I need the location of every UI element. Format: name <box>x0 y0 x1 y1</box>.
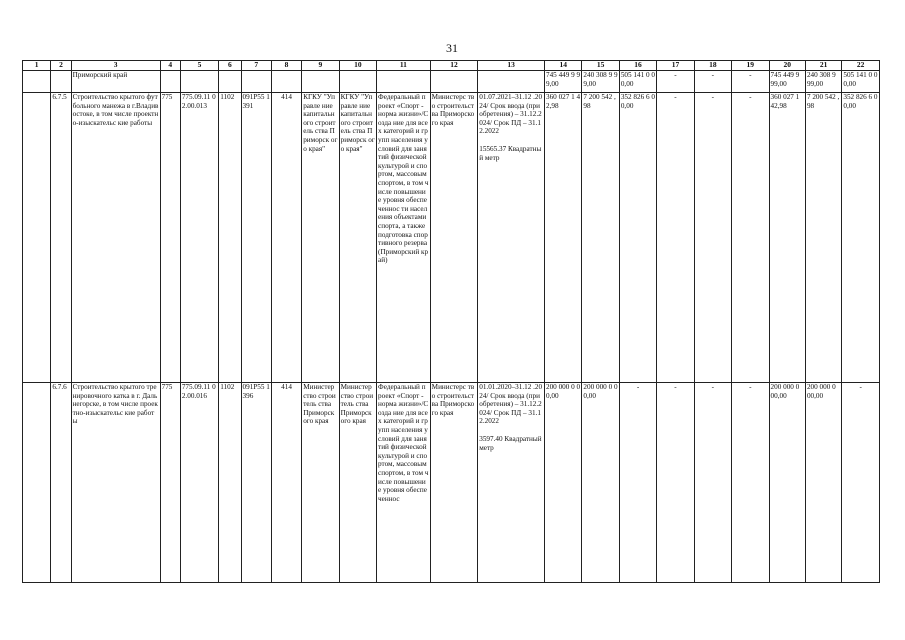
amount-cell: 200 000 0 00,00 <box>582 383 619 583</box>
cell-c8: 414 <box>271 383 301 583</box>
amount-cell: 352 826 6 00,00 <box>842 93 880 383</box>
amount-cell: - <box>732 383 769 583</box>
program-table <box>22 60 880 583</box>
amount-cell: 745 449 9 99,00 <box>769 71 805 93</box>
col-header: 6 <box>219 61 241 71</box>
capacity: 3597.40 Квадратный метр <box>479 434 542 452</box>
deadlines: 01.07.2021–31.12 .2024/ Срок ввода (приобретения) – 31.12.2024/ Срок ПД – 31.12.2022 <box>479 93 543 136</box>
item-number: 6.7.6 <box>51 383 71 583</box>
amount-cell: - <box>694 383 731 583</box>
col-header: 18 <box>694 61 731 71</box>
amount-cell: - <box>732 71 769 93</box>
cell-c5: 775.09.11 02.00.013 <box>180 93 218 383</box>
summary-row <box>23 71 880 93</box>
table-row <box>23 383 880 583</box>
amount-cell: - <box>657 383 694 583</box>
responsible-body: Министерс тво строительст ва Приморско го края <box>430 93 478 383</box>
col-header: 4 <box>160 61 180 71</box>
amount-cell: - <box>619 383 656 583</box>
col-header: 17 <box>657 61 694 71</box>
project-description: Федеральный проект «Спорт - норма жизни»/Созда ние для всех категорий и групп населения условий для занятий физической культурой и спортом, массовым спортом, в том числе повышение уровня обеспеченнос <box>377 383 431 583</box>
cell-c5: 775.09.11 02.00.016 <box>180 383 218 583</box>
amount-cell: 360 027 1 42,98 <box>544 93 581 383</box>
cell-c8: 414 <box>271 93 301 383</box>
amount-cell: 7 200 542 ,98 <box>582 93 619 383</box>
object-name: Строительство крытого футбольного манежа в г.Владивостоке, в том числе проектно-изыскательс кие работы <box>71 93 160 383</box>
amount-cell: - <box>694 93 731 383</box>
col-header: 9 <box>302 61 339 71</box>
amount-cell: - <box>657 71 694 93</box>
amount-cell: 360 027 1 42,98 <box>769 93 805 383</box>
amount-cell: - <box>657 93 694 383</box>
cell-c4: 775 <box>160 383 180 583</box>
item-number: 6.7.5 <box>51 93 71 383</box>
table-row <box>23 93 880 383</box>
col-header: 11 <box>377 61 431 71</box>
amount-cell: 240 308 9 99,00 <box>582 71 619 93</box>
col-header: 1 <box>23 61 51 71</box>
amount-cell: - <box>694 71 731 93</box>
col-header: 21 <box>805 61 841 71</box>
deadlines: 01.01.2020–31.12 .2024/ Срок ввода (приобретения) – 31.12.2024/ Срок ПД – 31.12.2022 <box>479 383 543 426</box>
amount-cell: 505 141 0 00,00 <box>842 71 880 93</box>
region-name: Приморский край <box>71 71 160 93</box>
amount-cell: 200 000 0 00,00 <box>805 383 841 583</box>
project-description: Федеральный проект «Спорт - норма жизни»/Созда ние для всех категорий и групп населения условий для занятий физической культурой и спортом, массовым спортом, в том числе повышение уровня обеспеченнос ти населения объектами спорта, а также подготовка спортивного резерва (Приморский край) <box>377 93 431 383</box>
amount-cell: 745 449 9 99,00 <box>544 71 581 93</box>
col-header: 22 <box>842 61 880 71</box>
col-header: 14 <box>544 61 581 71</box>
developer: Министер ство строитель ства Приморск ого края <box>339 383 376 583</box>
amount-cell: 352 826 6 00,00 <box>619 93 656 383</box>
col-header: 5 <box>180 61 218 71</box>
cell-c4: 775 <box>160 93 180 383</box>
amount-cell: 240 308 9 99,00 <box>805 71 841 93</box>
amount-cell: 200 000 0 00,00 <box>544 383 581 583</box>
col-header: 15 <box>582 61 619 71</box>
col-header: 8 <box>271 61 301 71</box>
col-header: 20 <box>769 61 805 71</box>
col-header: 13 <box>478 61 545 71</box>
capacity: 15565.37 Квадратный метр <box>479 144 542 162</box>
col-header: 2 <box>51 61 71 71</box>
object-name: Строительство крытого тренировочного катка в г. Дальнегорске, в том числе проектно-изыскательс кие работы <box>71 383 160 583</box>
amount-cell: - <box>732 93 769 383</box>
col-header: 7 <box>241 61 271 71</box>
cell-c6: 1102 <box>219 93 241 383</box>
col-header: 19 <box>732 61 769 71</box>
amount-cell: 505 141 0 00,00 <box>619 71 656 93</box>
responsible-body: Министерс тво строительст ва Приморско го края <box>430 383 478 583</box>
amount-cell: - <box>842 383 880 583</box>
page-number: 31 <box>446 41 458 55</box>
col-header: 10 <box>339 61 376 71</box>
cell-c7: 091P55 1396 <box>241 383 271 583</box>
cell-c7: 091P55 1391 <box>241 93 271 383</box>
deadlines-cell <box>478 383 545 583</box>
developer: КГКУ "Управле ние капитальн ого строитель ства Приморск ого края" <box>339 93 376 383</box>
deadlines-cell <box>478 93 545 383</box>
cell-c6: 1102 <box>219 383 241 583</box>
amount-cell: 200 000 0 00,00 <box>769 383 805 583</box>
customer: Министер ство строитель ства Приморск ого края <box>302 383 339 583</box>
header-row <box>23 61 880 71</box>
col-header: 3 <box>71 61 160 71</box>
amount-cell: 7 200 542 ,98 <box>805 93 841 383</box>
col-header: 16 <box>619 61 656 71</box>
col-header: 12 <box>430 61 478 71</box>
customer: КГКУ "Управле ние капитальн ого строитель ства Приморск ого края" <box>302 93 339 383</box>
